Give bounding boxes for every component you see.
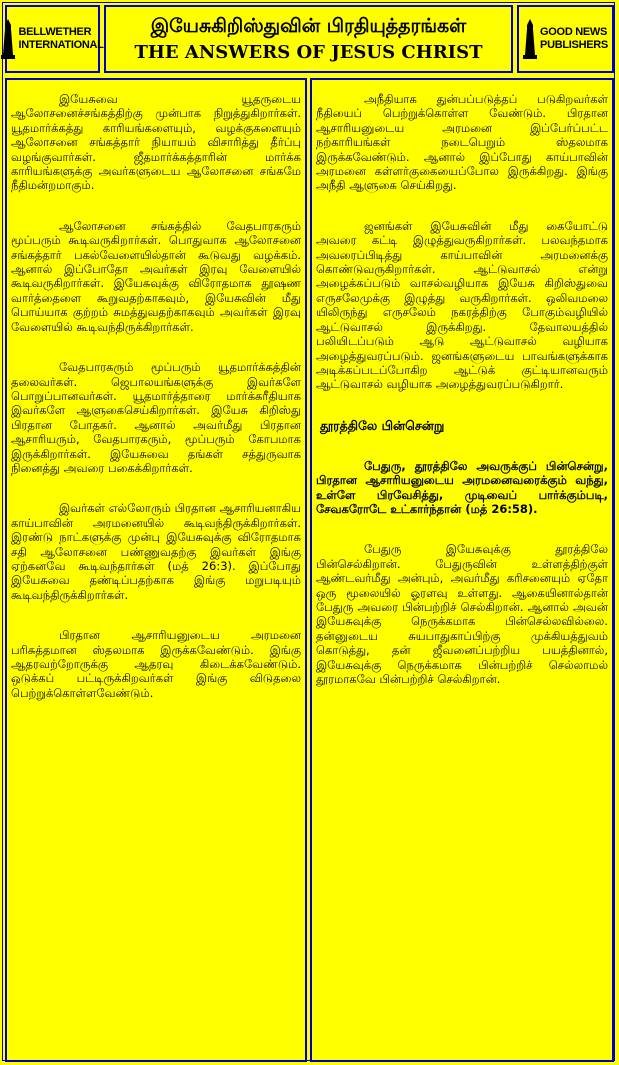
page-title-tamil: இயேசுகிறிஸ்துவின் பிரதியுத்தரங்கள் xyxy=(150,15,467,37)
bellwether-logo xyxy=(5,5,104,73)
paragraph: இவர்கள் எல்லோரும் பிரதான ஆசாரியனாகிய காய்பாவின் அரமனையில் கூடிவந்திருக்கிறார்கள். இரண்டு நாட்களுக்கு முன்பு இயேசுவுக்கு விரோதமாக சதி ஆலோசனை பண்ணுவதற்கு இவர்கள் இங்கு ஏற்கனவே கூடிவந்தார்கள் (மத் 26:3). இப்போது இயேசுவை தண்டிப்பதற்காக இங்கு மறுபடியும் கூடிவந்திருக்கிறார்கள். xyxy=(11,501,301,602)
lighthouse-icon xyxy=(523,19,537,59)
good-news-logo xyxy=(517,5,614,73)
left-logo-line2: INTERNATIONAL xyxy=(18,39,104,51)
left-logo-line1: BELLWETHER xyxy=(18,26,92,38)
paragraph: இயேசுவை யூதருடைய ஆலோசனைச்சங்கத்திற்கு முன்பாக நிறுத்துகிறார்கள். யூதமார்க்கத்து காரியங்களையும், வழக்குகளையும் ஆலோசனை சங்கத்தார் நியாயம் விசாரித்து தீர்ப்பு வழங்குவார்கள். ஜீதமார்க்கத்தாரின் மார்க்க காரியங்களுக்கு அவர்களுடைய ஆலோசனை சங்கமே நீதிமன்றமாகும். xyxy=(11,92,301,193)
paragraph: பிரதான ஆசாரியனுடைய அரமனை பரிசுத்தமான ஸ்தலமாக இருக்கவேண்டும். இங்கு ஆதரவற்றோருக்கு ஆதரவு கிடைக்கவேண்டும். ஒடுக்கப் பட்டிருக்கிறவர்கள் இங்கு விடுதலை பெற்றுக்கொள்ளவேண்டும். xyxy=(11,628,301,700)
paragraph: பேதுரு இயேசுவுக்கு தூரத்திலே பின்செல்கிறான். பேதுருவின் உள்ளத்திற்குள் ஆண்டவர்மீது அன்பும், அவர்மீது கரிசனையும் ஏதோ ஒரு மூலையில் ஓரளவு உள்ளது. ஆகையினால்தான் பேதுரு அவரை பின்பற்றிச் செல்கிறான். ஆனால் அவன் இயேசுவுக்கு நெருக்கமாக பின்செல்லவில்லை. தன்னுடைய சுயபாதுகாப்பிற்கு முக்கியத்துவம் கொடுத்து, தன் ஜீவனைப்பற்றிய பயத்தினால், இயேசுவுக்கு நெருக்கமாக பின்பற்றிச் செல்லாமல் தூரமாகவே பின்பற்றிச் செல்கிறான். xyxy=(316,542,608,686)
paragraph: வேதபாரகரும் மூப்பரும் யூதமார்க்கத்தின் தலைவர்கள். ஜெபாலயங்களுக்கு இவர்களே பொறுப்பானவர்கள். யூதமார்த்தாரை மார்க்கரீதியாக இவர்களே ஆளுகைசெய்கிறார்கள். இயேசு கிறிஸ்து பிரதான போதகர். ஆனால் அவர்மீது பிரதான ஆசாரியரும், வேதபாரகரும், மூப்பரும் கோபமாக இருக்கிறார்கள். இயேசுவை தங்கள் சத்துருவாக நினைத்து அவரை பகைக்கிறார்கள். xyxy=(11,360,301,475)
page-title-english: THE ANSWERS OF JESUS CHRIST xyxy=(134,42,483,63)
right-logo-line2: PUBLISHERS xyxy=(540,39,608,51)
paragraph: அநீதியாக துன்பப்படுத்தப் படுகிறவர்கள் நீதியைப் பெற்றுக்கொள்ள வேண்டும். பிரதான ஆசாரியனுடைய அரமனை இப்பேர்ப்பட்ட நற்காரியங்கள் நடைபெறும் ஸ்தலமாக இருக்கவேண்டும். ஆனால் இப்போது காய்பாவின் அரமனை கள்ளர்குகையைப்போல இருக்கிறது. இங்கு அநீதி ஆளுகை செய்கிறது. xyxy=(316,92,608,193)
left-column xyxy=(5,78,307,1062)
paragraph: ஆலோசனை சங்கத்தில் வேதபாரகரும் மூப்பரும் கூடிவருகிறார்கள். பொதுவாக ஆலோசனை சங்கத்தார் பகல்வேளையில்தான் கூடுவது வழக்கம். ஆனால் இப்போதோ அவர்கள் இரவு வேளையில் கூடிவருகிறார்கள். இயேசுவுக்கு விரோதமாக தூஷண வார்த்தைளை கூறுவதற்காகவும், இயேசுவின் மீது பொய்யாக குற்றம் சுமத்துவதற்காகவும் அவர்கள் இரவு வேளையில் கூடிவந்திருக்கிறார்கள். xyxy=(11,218,301,334)
right-logo-line1: GOOD NEWS xyxy=(540,26,608,38)
paragraph: ஜனங்கள் இயேசுவின் மீது கையோட்டு அவரை கட்டி இழுத்துவருகிறார்கள். பலவந்தமாக அவரைப்பிடித்து காய்பாவின் அரமனைக்கு கொண்டுவருகிறார்கள். ஆட்டுவாசல் என்று அழைக்கப்படும் வாசல்வழியாக இயேசு கிறிஸ்துவை எருசலேமுக்கு இழுத்து வருகிறார்கள். ஒலிவமலை யிலிருந்து எருசலேம் நகரத்திற்கு போகும்வழியில் ஆட்டுவாசல் இருக்கிறது. தேவாலயத்தில் பலியிடப்படும் ஆடு ஆட்டுவாசல் வழியாக அழைத்துவரப்படும். ஜனங்களுடைய பாவங்களுக்காக அடிக்கப்படப்போகிற ஆட்டுக் குட்டியானவரும் ஆட்டுவாசல் வழியாக அழைத்துவரப்படுகிறார். xyxy=(316,218,608,392)
lighthouse-icon xyxy=(1,19,15,59)
title-box xyxy=(104,5,513,73)
bold-verse: பேதுரு, தூரத்திலே அவருக்குப் பின்சென்று, பிரதான ஆசாரியனுடைய அரமனைவரைக்கும் வந்து, உள்ளே பிரவேசித்து, முடிவைப் பார்க்கும்படி, சேவகரோடே உட்கார்ந்தான் (மத் 26:58). xyxy=(316,458,608,516)
right-column xyxy=(310,78,614,1062)
section-heading: தூரத்திலே பின்சென்று xyxy=(320,417,445,433)
